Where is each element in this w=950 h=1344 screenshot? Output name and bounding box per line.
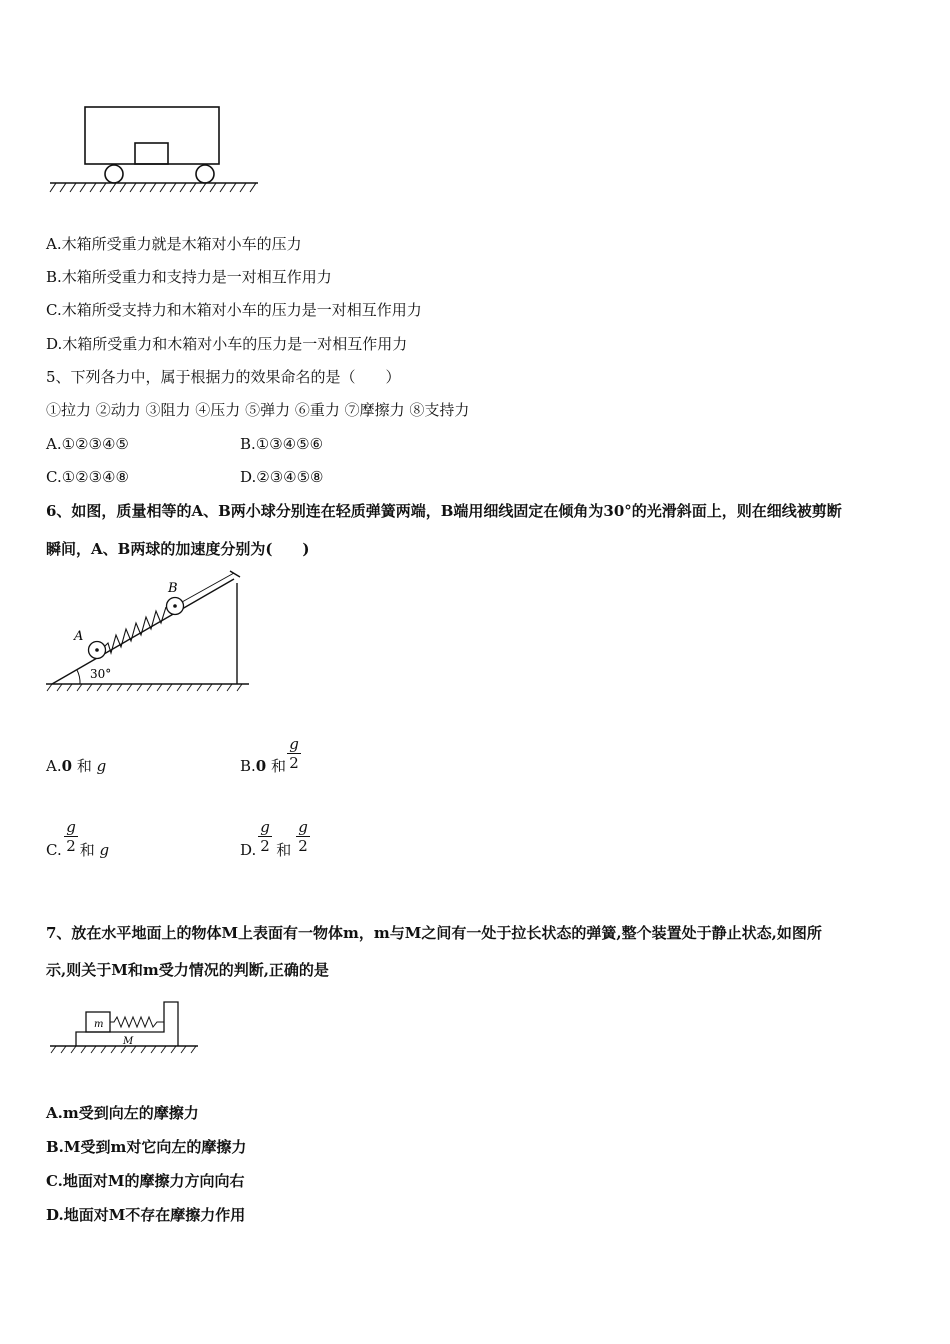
q4-option-a: A.木箱所受重力就是木箱对小车的压力 — [46, 235, 302, 253]
q7-option-a: A.m受到向左的摩擦力 — [46, 1104, 199, 1122]
q6-stem-line2: 瞬间，A、B两球的加速度分别为( ) — [46, 540, 310, 558]
spring-blocks-figure — [46, 996, 206, 1058]
q5-option-d: D.②③④⑤⑧ — [240, 468, 324, 486]
q4-option-b: B.木箱所受重力和支持力是一对相互作用力 — [46, 268, 332, 286]
q4-option-c: C.木箱所受支持力和木箱对小车的压力是一对相互作用力 — [46, 301, 422, 319]
q7-option-d: D.地面对M不存在摩擦力作用 — [46, 1206, 246, 1224]
label-big-m: M — [123, 1036, 134, 1047]
q6-option-b-fraction: $\frac{g}{2}$ — [287, 735, 301, 772]
q6-stem-line1: 6、如图，质量相等的A、B两小球分别连在轻质弹簧两端，B端用细线固定在倾角为30°的光滑斜面上，则在细线被剪断 — [46, 502, 842, 520]
q5-items: ①拉力 ②动力 ③阻力 ④压力 ⑤弹力 ⑥重力 ⑦摩擦力 ⑧支持力 — [46, 401, 470, 419]
q7-stem-line1: 7、放在水平地面上的物体M上表面有一物体m，m与M之间有一处于拉长状态的弹簧,整个装置处于静止状态,如图所 — [46, 924, 822, 942]
label-b: B — [168, 581, 178, 596]
ball-a-center — [95, 648, 99, 652]
label-small-m: m — [94, 1019, 104, 1030]
floor-hatch — [51, 1046, 196, 1053]
q7-stem-line2: 示,则关于M和m受力情况的判断,正确的是 — [46, 961, 329, 979]
q6-option-b: B.0 和 — [240, 757, 287, 775]
q4-option-d: D.木箱所受重力和木箱对小车的压力是一对相互作用力 — [46, 335, 408, 353]
angle-arc — [77, 670, 80, 684]
q7-option-b: B.M受到m对它向左的摩擦力 — [46, 1138, 247, 1156]
label-a: A — [74, 629, 84, 644]
q6-option-d-fraction-1: $\frac{g}{2}$ — [258, 818, 272, 855]
q5-option-c: C.①②③④⑧ — [46, 468, 129, 486]
q6-option-c: C. 和 g — [46, 841, 110, 859]
q5-option-b: B.①③④⑤⑥ — [240, 435, 324, 453]
string-line — [182, 573, 234, 602]
spring — [102, 607, 166, 653]
cart-figure — [46, 100, 266, 195]
cart-body — [85, 107, 219, 164]
cart-wheel-right — [196, 165, 214, 183]
q5-stem: 5、下列各力中，属于根据力的效果命名的是（ ） — [46, 368, 401, 386]
q6-option-c-fraction: $\frac{g}{2}$ — [64, 818, 78, 855]
q5-option-a: A.①②③④⑤ — [46, 435, 129, 453]
wooden-box — [135, 143, 168, 164]
cart-wheel-left — [105, 165, 123, 183]
q6-option-d: D. 和 — [240, 841, 292, 859]
angle-label: 30° — [90, 667, 112, 681]
q6-option-d-fraction-2: $\frac{g}{2}$ — [296, 818, 310, 855]
spring-coil — [110, 1017, 164, 1027]
ground-hatch — [50, 183, 256, 192]
ball-b-center — [173, 604, 177, 608]
incline-figure — [44, 565, 254, 693]
incline-ground-hatch — [47, 684, 242, 691]
q6-option-a: A.0 和 g — [46, 757, 107, 775]
q7-option-c: C.地面对M的摩擦力方向向右 — [46, 1172, 245, 1190]
